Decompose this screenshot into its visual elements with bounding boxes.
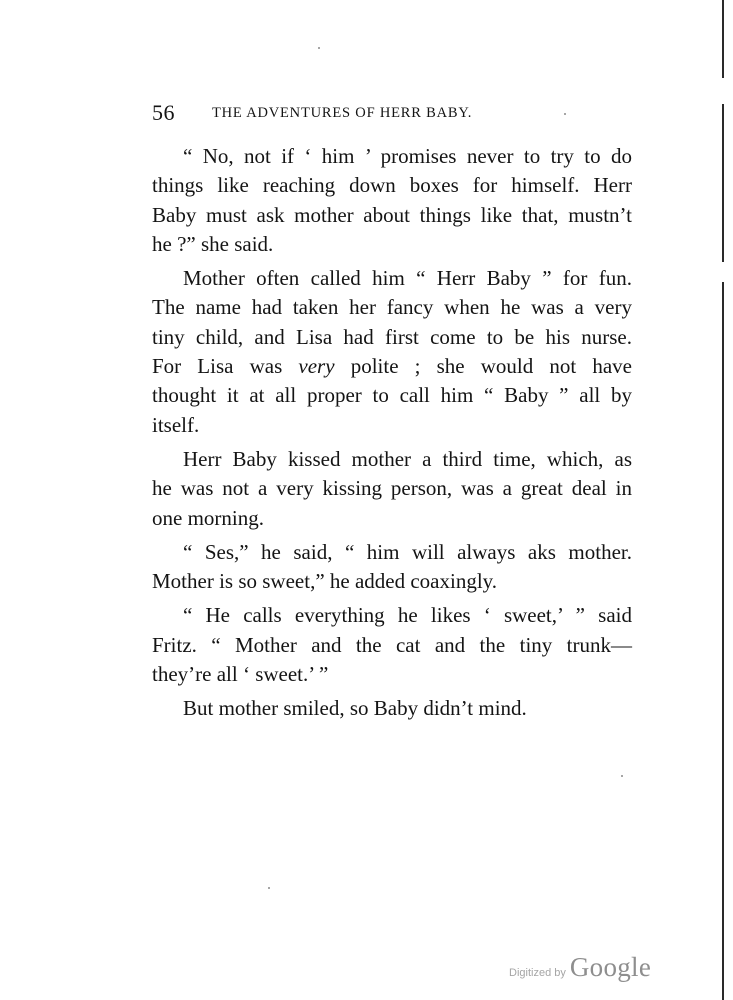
text-line: tiny child, and Lisa had first come to be his nurse. [152, 324, 632, 349]
scan-speck [268, 887, 270, 889]
text-line: Fritz. “ Mother and the cat and the tiny trunk— [152, 632, 632, 657]
text-line-mixed [152, 352, 632, 381]
text-line: they’re all ‘ sweet.’ ” [152, 662, 329, 687]
running-head: THE ADVENTURES OF HERR BABY. [212, 105, 473, 121]
text-line: thought it at all proper to call him “ Baby ” all by [152, 383, 632, 408]
body-text [152, 142, 632, 724]
text-line: “ He calls everything he likes ‘ sweet,’ ” said [183, 603, 632, 628]
text-line: he ?” she said. [152, 231, 274, 256]
text-line: itself. [152, 412, 200, 437]
text-line: he was not a very kissing person, was a great deal in [152, 476, 632, 501]
text-line: Baby must ask mother about things like that, mustn’t [152, 202, 632, 227]
page-edge-gap [721, 262, 725, 282]
page-edge-gap [721, 78, 725, 104]
page-edge-line [722, 0, 724, 1000]
scan-speck [564, 113, 566, 115]
page-number: 56 [152, 100, 175, 125]
text-line: things like reaching down boxes for himself. Herr [152, 173, 632, 198]
text-segment: For Lisa was [152, 354, 283, 379]
google-logo: Google [569, 952, 652, 982]
scan-speck [621, 775, 623, 777]
text-line: Mother is so sweet,” he added coaxingly. [152, 569, 498, 594]
watermark-prefix: Digitized by [509, 967, 566, 979]
text-line: But mother smiled, so Baby didn’t mind. [183, 696, 527, 721]
text-line: “ No, not if ‘ him ’ promises never to try to do [183, 144, 632, 168]
text-line: Mother often called him “ Herr Baby ” for fun. [183, 266, 632, 291]
text-segment: polite ; she would not have [350, 354, 632, 379]
digitized-watermark [509, 952, 651, 984]
text-line: one morning. [152, 505, 264, 530]
text-line: Herr Baby kissed mother a third time, which, as [183, 446, 632, 471]
page-header [152, 100, 552, 130]
text-line: The name had taken her fancy when he was a very [152, 295, 632, 320]
text-line: “ Ses,” he said, “ him will always aks mother. [183, 539, 632, 564]
emphasis-text: very [298, 354, 335, 379]
scan-speck [318, 47, 320, 49]
